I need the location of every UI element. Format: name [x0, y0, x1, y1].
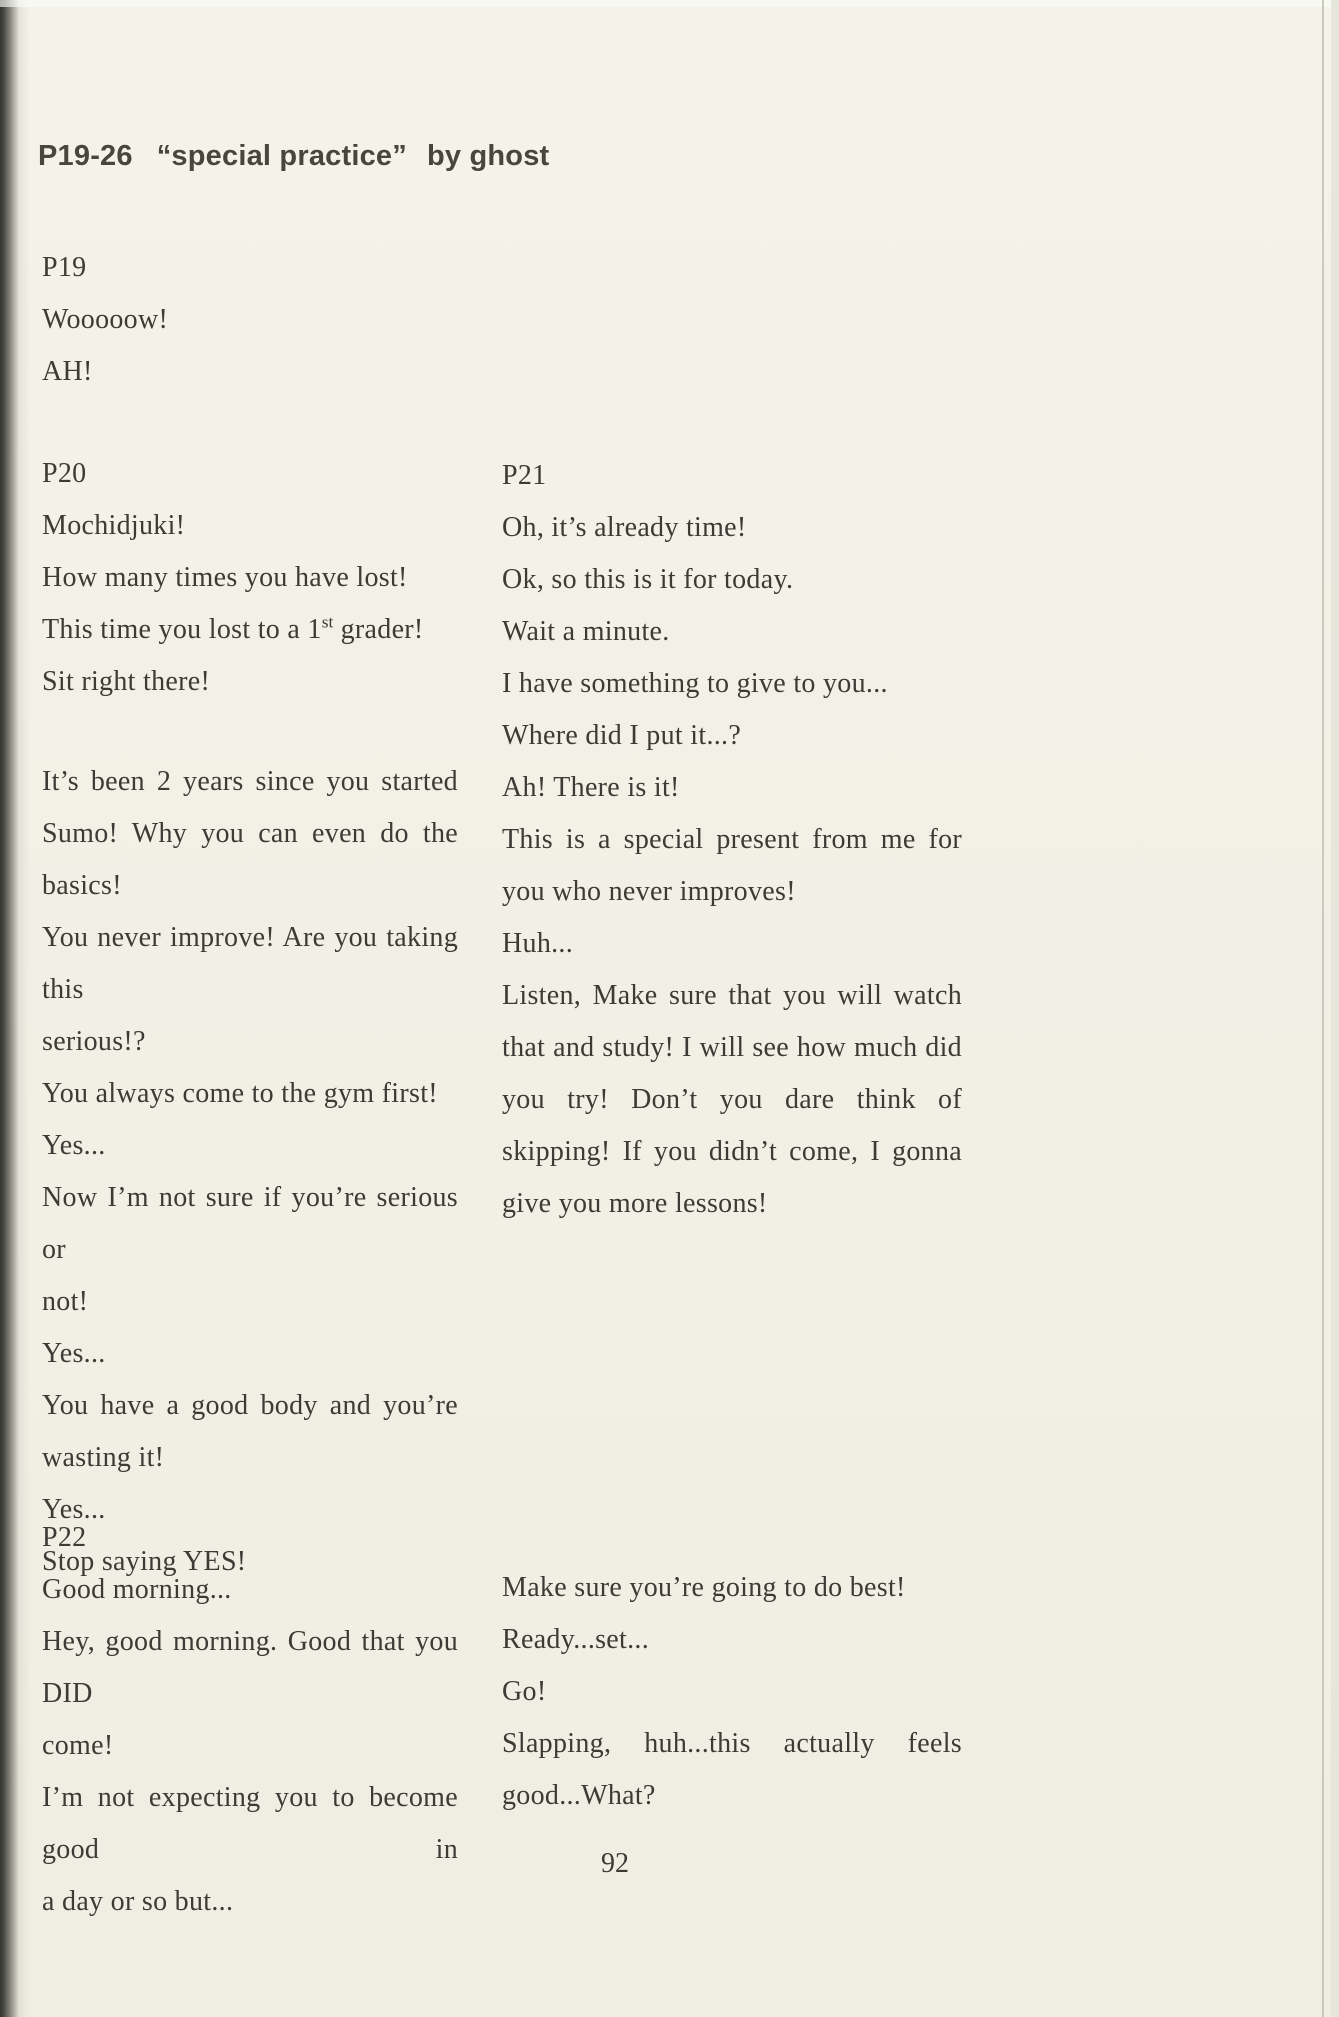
dialogue-line: Wooooow!: [42, 304, 169, 335]
dialogue-line: you try! Don’t you dare think of: [502, 1084, 962, 1115]
section-p22-left: [42, 1512, 458, 1928]
dialogue-line: wasting it!: [42, 1442, 165, 1473]
dialogue-line: Stop saying YES!: [42, 1546, 247, 1577]
dialogue-line: Yes...: [42, 1130, 106, 1161]
page-edge-line: [1331, 0, 1339, 2017]
dialogue-line: Oh, it’s already time!: [502, 512, 747, 543]
header-author: by ghost: [426, 140, 550, 172]
dialogue-line: give you more lessons!: [502, 1188, 768, 1219]
page-top-edge: [0, 0, 1339, 7]
dialogue-line: good...What?: [502, 1780, 656, 1811]
dialogue-line: I have something to give to you...: [502, 668, 888, 699]
dialogue-line: You have a good body and you’re: [42, 1390, 458, 1421]
ordinal-suffix: st: [321, 612, 334, 632]
dialogue-line: Slapping, huh...this actually feels: [502, 1728, 962, 1759]
section-p21: [502, 450, 962, 1230]
dialogue-line: You always come to the gym first!: [42, 1078, 438, 1109]
section-p22-right: [502, 1562, 962, 1822]
dialogue-line: serious!?: [42, 1026, 146, 1057]
dialogue-line: Wait a minute.: [502, 616, 670, 647]
dialogue-line: Sumo! Why you can even do the basics!: [42, 818, 458, 901]
dialogue-line: a day or so but...: [42, 1886, 234, 1917]
dialogue-line: skipping! If you didn’t come, I gonna: [502, 1136, 962, 1167]
section-p20-continued: [42, 756, 458, 1588]
dialogue-line: Hey, good morning. Good that you DID: [42, 1626, 458, 1709]
section-label: P22: [42, 1522, 87, 1553]
dialogue-line: Ah! There is it!: [502, 772, 680, 803]
dialogue-line: not!: [42, 1286, 89, 1317]
dialogue-line: AH!: [42, 356, 93, 387]
dialogue-line: I’m not expecting you to become good in: [42, 1782, 458, 1865]
dialogue-line: Make sure you’re going to do best!: [502, 1572, 906, 1603]
dialogue-line: Sit right there!: [42, 666, 211, 697]
book-gutter-shadow: [0, 0, 30, 2017]
section-p19: [42, 242, 458, 398]
page-number: 92: [601, 1848, 629, 1879]
dialogue-line: It’s been 2 years since you started: [42, 766, 458, 797]
section-label: P21: [502, 460, 547, 491]
page-header: [38, 140, 549, 173]
dialogue-line: Now I’m not sure if you’re serious or: [42, 1182, 458, 1265]
section-label: P20: [42, 458, 87, 489]
dialogue-line: Mochidjuki!: [42, 510, 186, 541]
dialogue-line: Good morning...: [42, 1574, 232, 1605]
header-page-range: P19-26: [38, 140, 133, 172]
line-text: This time you lost to a 1: [42, 614, 322, 645]
page-edge-line: [1322, 0, 1324, 2017]
dialogue-line: Ok, so this is it for today.: [502, 564, 794, 595]
dialogue-line: Yes...: [42, 1494, 106, 1525]
dialogue-line: This is a special present from me for: [502, 824, 962, 855]
line-text: grader!: [333, 614, 424, 645]
dialogue-line: Listen, Make sure that you will watch: [502, 980, 962, 1011]
dialogue-line: come!: [42, 1730, 114, 1761]
dialogue-line: Go!: [502, 1676, 547, 1707]
dialogue-line: How many times you have lost!: [42, 562, 408, 593]
dialogue-line: you who never improves!: [502, 876, 796, 907]
dialogue-line: Huh...: [502, 928, 574, 959]
dialogue-line: You never improve! Are you taking this: [42, 922, 458, 1005]
header-story-title: “special practice”: [156, 140, 407, 172]
dialogue-line: Ready...set...: [502, 1624, 650, 1655]
dialogue-line: Yes...: [42, 1338, 106, 1369]
dialogue-line: that and study! I will see how much did: [502, 1032, 962, 1063]
section-p20: [42, 448, 458, 708]
section-label: P19: [42, 252, 87, 283]
dialogue-line: [42, 604, 458, 656]
dialogue-line: Where did I put it...?: [502, 720, 742, 751]
